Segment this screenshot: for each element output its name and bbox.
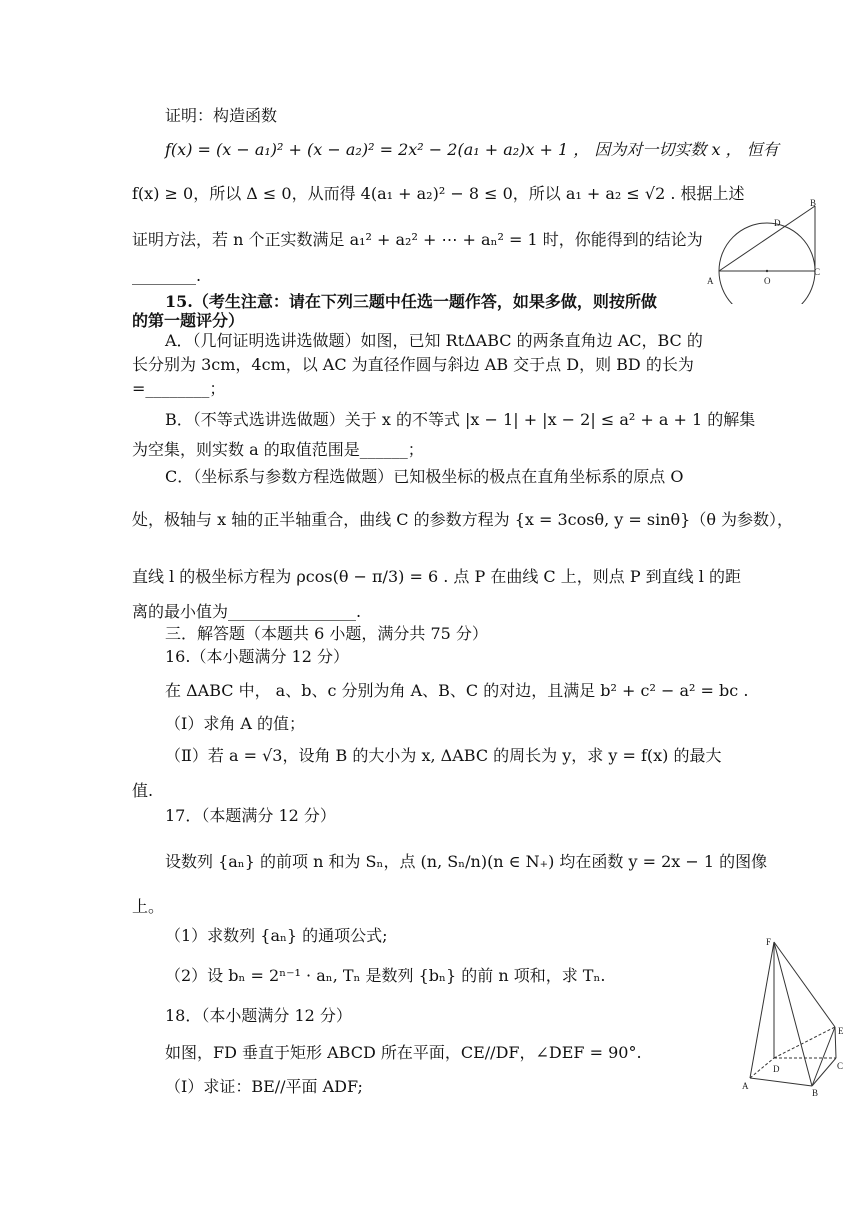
text-line-2: f(x) = (x − a₁)² + (x − a₂)² = 2x² − 2(a₁ + a₂)x + 1 ， 因为对一切实数 x ， 恒有 [165,140,779,159]
label-d: D [773,1064,780,1074]
question-15c-line-1: C．（坐标系与参数方程选做题）已知极坐标的极点在直角坐标系的原点 O [165,467,684,486]
text-line-5: ________. [132,266,202,285]
question-18-part-1: （Ⅰ）求证：BE//平面 ADF; [165,1077,363,1096]
question-15a-line-2: 长分别为 3cm，4cm，以 AC 为直径作圆与斜边 AB 交于点 D，则 BD 的长为 [132,355,694,374]
question-15a-line-1: A．（几何证明选讲选做题）如图，已知 RtΔABC 的两条直角边 AC，BC 的 [165,331,703,350]
question-18-title: 18．（本小题满分 12 分） [165,1006,352,1025]
pyramid-figure [736,934,848,1100]
section-3-title: 三．解答题（本题共 6 小题，满分共 75 分） [165,624,488,643]
question-17-title: 17．（本题满分 12 分） [165,806,336,825]
label-a: A [742,1081,749,1091]
question-16-title: 16.（本小题满分 12 分） [165,647,349,666]
question-15a-line-3: =________； [132,379,226,398]
label-c: C [814,267,821,277]
question-17-stem: 设数列 {aₙ} 的前项 n 和为 Sₙ，点 (n, Sₙ/n)(n ∈ N₊) 均在函数 y = 2x − 1 的图像 [165,852,768,871]
question-17-part-2: （2）设 bₙ = 2ⁿ⁻¹ · aₙ, Tₙ 是数列 {bₙ} 的前 n 项和，求 Tₙ. [165,966,606,985]
label-b: B [810,198,817,208]
question-18-stem: 如图，FD 垂直于矩形 ABCD 所在平面，CE//DF，∠DEF = 90°. [165,1043,642,1062]
text-line-3: f(x) ≥ 0，所以 Δ ≤ 0，从而得 4(a₁ + a₂)² − 8 ≤ 0，所以 a₁ + a₂ ≤ √2 . 根据上述 [132,184,745,203]
question-17-part-1: （1）求数列 {aₙ} 的通项公式; [165,926,388,945]
label-b: B [812,1088,819,1098]
label-e: E [838,1026,844,1036]
question-17-stem-cont: 上。 [132,897,165,916]
label-o: O [764,276,771,286]
question-15b-line-1: B．（不等式选讲选做题）关于 x 的不等式 |x − 1| + |x − 2| ≤ a² + a + 1 的解集 [165,410,756,429]
text-line-4: 证明方法，若 n 个正实数满足 a₁² + a₂² + ⋯ + aₙ² = 1 时，你能得到的结论为 [132,230,703,249]
question-16-part-2-cont: 值. [132,781,154,800]
circle-triangle-figure [702,194,832,304]
question-15b-line-2: 为空集，则实数 a 的取值范围是______； [132,440,424,459]
label-c: C [837,1061,844,1071]
question-16-stem: 在 ΔABC 中， a、b、c 分别为角 A、B、C 的对边，且满足 b² + c² − a² = bc . [165,681,749,700]
label-f: F [766,937,772,947]
label-d: D [774,218,781,228]
question-15c-line-4: 离的最小值为________________. [132,602,362,621]
question-15c-line-2: 处，极轴与 x 轴的正半轴重合，曲线 C 的参数方程为 {x = 3cosθ, y = sinθ}（θ 为参数）， [132,510,794,529]
question-15-title-cont: 的第一题评分） [132,311,245,330]
question-15-title: 15.（考生注意：请在下列三题中任选一题作答，如果多做，则按所做 [165,292,657,311]
text-line-1: 证明：构造函数 [165,106,278,125]
question-16-part-2: （Ⅱ）若 a = √3，设角 B 的大小为 x, ΔABC 的周长为 y，求 y = f(x) 的最大 [165,746,722,765]
question-15c-line-3: 直线 l 的极坐标方程为 ρcos(θ − π/3) = 6 . 点 P 在曲线 C 上，则点 P 到直线 l 的距 [132,567,741,586]
label-a: A [707,276,714,286]
question-16-part-1: （Ⅰ）求角 A 的值； [165,714,306,733]
